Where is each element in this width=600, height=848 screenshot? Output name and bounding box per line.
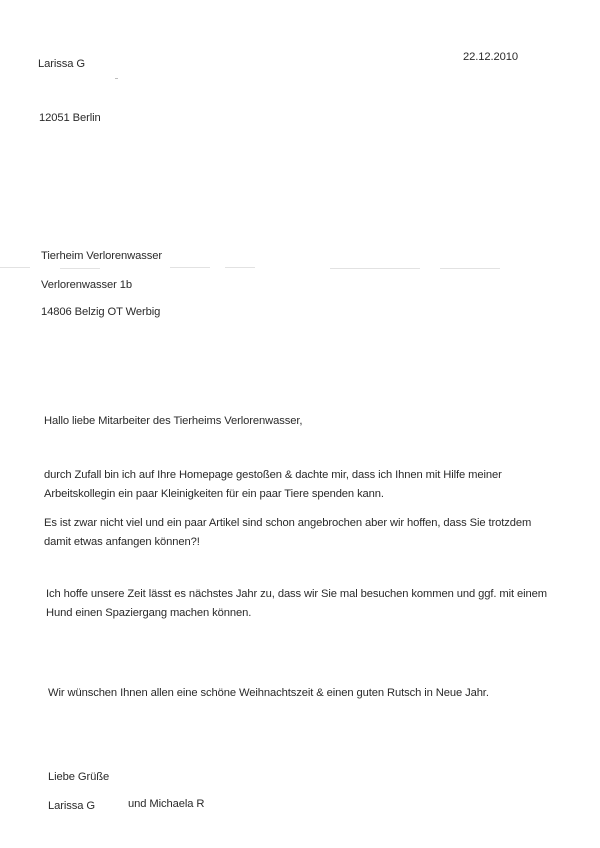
scan-artifact bbox=[115, 78, 118, 79]
scan-artifact bbox=[225, 267, 255, 268]
scan-artifact bbox=[170, 267, 210, 268]
recipient-name: Tierheim Verlorenwasser bbox=[41, 250, 163, 262]
paragraph-1-line-1: durch Zufall bin ich auf Ihre Homepage gestoßen & dachte mir, dass ich Ihnen mit Hilfe meiner bbox=[44, 469, 502, 481]
letter-date: 22.12.2010 bbox=[463, 51, 518, 63]
paragraph-2-line-1: Es ist zwar nicht viel und ein paar Artikel sind schon angebrochen aber wir hoffen, dass Sie trotzdem bbox=[44, 517, 532, 529]
sender-city: 12051 Berlin bbox=[39, 112, 101, 124]
paragraph-1-line-2: Arbeitskollegin ein paar Kleinigkeiten für ein paar Tiere spenden kann. bbox=[44, 488, 384, 500]
salutation: Hallo liebe Mitarbeiter des Tierheims Verlorenwasser, bbox=[44, 415, 303, 427]
paragraph-4-line-1: Wir wünschen Ihnen allen eine schöne Weihnachtszeit & einen guten Rutsch in Neue Jahr. bbox=[48, 687, 489, 699]
signature-first: Larissa G bbox=[48, 800, 95, 812]
closing: Liebe Grüße bbox=[48, 771, 110, 783]
paragraph-3-line-1: Ich hoffe unsere Zeit lässt es nächstes Jahr zu, dass wir Sie mal besuchen kommen und ggf. mit einem bbox=[46, 588, 547, 600]
scan-artifact bbox=[440, 268, 500, 269]
scan-artifact bbox=[0, 267, 30, 268]
recipient-city: 14806 Belzig OT Werbig bbox=[41, 306, 161, 318]
paragraph-2-line-2: damit etwas anfangen können?! bbox=[44, 536, 200, 548]
recipient-street: Verlorenwasser 1b bbox=[41, 279, 132, 291]
paragraph-3-line-2: Hund einen Spaziergang machen können. bbox=[46, 607, 252, 619]
scan-artifact bbox=[330, 268, 420, 269]
scan-artifact bbox=[60, 268, 100, 269]
sender-name: Larissa G bbox=[38, 58, 85, 70]
signature-second: und Michaela R bbox=[128, 798, 205, 810]
